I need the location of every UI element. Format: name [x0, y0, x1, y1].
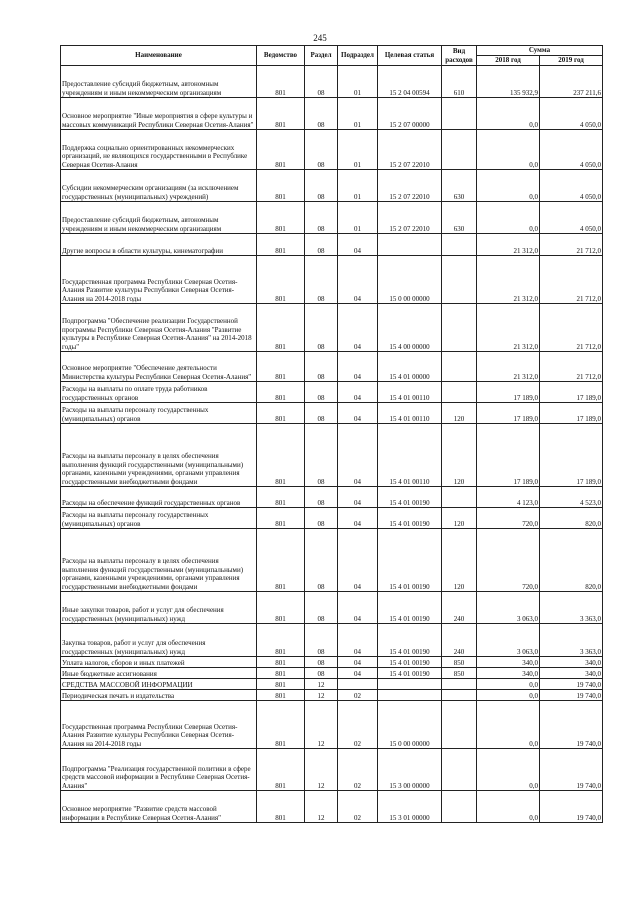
- row-section: 08: [305, 529, 338, 592]
- row-dept: 801: [257, 668, 305, 679]
- row-section: 08: [305, 352, 338, 382]
- row-section: 12: [305, 791, 338, 823]
- row-subsection: 04: [338, 508, 378, 529]
- row-sum-2019: 237 211,6: [540, 66, 603, 98]
- row-section: 08: [305, 304, 338, 352]
- row-name: Другие вопросы в области культуры, кинематографии: [61, 234, 257, 256]
- row-sum-2019: 340,0: [540, 668, 603, 679]
- row-section: 12: [305, 690, 338, 701]
- row-sum-2018: 0,0: [477, 791, 540, 823]
- row-sum-2018: 0,0: [477, 701, 540, 749]
- row-sum-2018: 17 189,0: [477, 403, 540, 424]
- row-sum-2018: 0,0: [477, 679, 540, 690]
- row-section: 08: [305, 624, 338, 657]
- row-name: Предоставление субсидий бюджетным, автономным учреждениям и иным некоммерческим организациям: [61, 202, 257, 234]
- row-article: 15 4 01 00000: [378, 352, 442, 382]
- row-dept: 801: [257, 382, 305, 403]
- row-expense-type: [442, 791, 477, 823]
- table-row: [61, 657, 603, 668]
- row-subsection: [338, 679, 378, 690]
- row-dept: 801: [257, 403, 305, 424]
- row-dept: 801: [257, 256, 305, 304]
- table-row: [61, 529, 603, 592]
- row-sum-2019: 4 050,0: [540, 130, 603, 170]
- row-name: Поддержка социально ориентированных некоммерческих организаций, не являющихся государственными в Республике Северная Осетия-Алания: [61, 130, 257, 170]
- row-article: [378, 679, 442, 690]
- row-name: Основное мероприятие "Развитие средств массовой информации в Республике Северная Осетия-Алания": [61, 791, 257, 823]
- header-year-2019: 2019 год: [540, 56, 603, 66]
- row-sum-2018: 0,0: [477, 130, 540, 170]
- row-expense-type: [442, 690, 477, 701]
- row-name: Государственная программа Республики Северная Осетия-Алания Развитие культуры Республики Северная Осетия-Алания на 2014-2018 годы: [61, 256, 257, 304]
- row-section: 08: [305, 202, 338, 234]
- table-row: [61, 679, 603, 690]
- row-section: 08: [305, 66, 338, 98]
- table-row: [61, 403, 603, 424]
- row-article: 15 4 01 00110: [378, 403, 442, 424]
- row-expense-type: 630: [442, 170, 477, 202]
- row-sum-2018: 0,0: [477, 98, 540, 130]
- row-expense-type: [442, 256, 477, 304]
- row-subsection: 02: [338, 701, 378, 749]
- row-subsection: 04: [338, 352, 378, 382]
- row-article: [378, 234, 442, 256]
- table-row: [61, 130, 603, 170]
- table-body: [61, 66, 603, 823]
- row-article: 15 4 01 00190: [378, 487, 442, 508]
- row-expense-type: [442, 382, 477, 403]
- row-subsection: 04: [338, 529, 378, 592]
- row-subsection: 02: [338, 791, 378, 823]
- row-article: 15 2 04 00594: [378, 66, 442, 98]
- row-expense-type: 240: [442, 624, 477, 657]
- row-sum-2018: 0,0: [477, 202, 540, 234]
- row-sum-2018: 0,0: [477, 690, 540, 701]
- row-sum-2018: 340,0: [477, 657, 540, 668]
- row-article: 15 2 07 22010: [378, 170, 442, 202]
- row-dept: 801: [257, 657, 305, 668]
- table-row: [61, 592, 603, 624]
- row-expense-type: 850: [442, 668, 477, 679]
- table-row: [61, 508, 603, 529]
- row-sum-2019: 4 050,0: [540, 98, 603, 130]
- row-sum-2018: 135 932,9: [477, 66, 540, 98]
- row-article: 15 4 00 00000: [378, 304, 442, 352]
- row-subsection: 04: [338, 668, 378, 679]
- row-article: 15 4 01 00190: [378, 529, 442, 592]
- table-row: [61, 668, 603, 679]
- row-dept: 801: [257, 98, 305, 130]
- row-name: Расходы на выплаты персоналу в целях обеспечения выполнения функций государственными (муниципальными) органами, казенными учреждениями, органами управления государственными внебюджетными фондами: [61, 424, 257, 487]
- row-subsection: 04: [338, 657, 378, 668]
- table-row: [61, 234, 603, 256]
- row-dept: 801: [257, 66, 305, 98]
- row-name: Подпрограмма "Реализация государственной политики в сфере средств массовой информации в Республике Северная Осетия-Алания": [61, 749, 257, 791]
- row-dept: 801: [257, 749, 305, 791]
- row-subsection: 01: [338, 98, 378, 130]
- row-section: 08: [305, 98, 338, 130]
- row-expense-type: [442, 352, 477, 382]
- row-dept: 801: [257, 130, 305, 170]
- row-sum-2019: 3 363,0: [540, 624, 603, 657]
- table-row: [61, 791, 603, 823]
- row-subsection: 01: [338, 170, 378, 202]
- row-sum-2018: 21 312,0: [477, 352, 540, 382]
- row-expense-type: [442, 234, 477, 256]
- row-expense-type: 630: [442, 202, 477, 234]
- header-year-2018: 2018 год: [477, 56, 540, 66]
- row-sum-2018: 17 189,0: [477, 382, 540, 403]
- row-dept: 801: [257, 592, 305, 624]
- row-section: 08: [305, 657, 338, 668]
- row-dept: 801: [257, 304, 305, 352]
- row-name: Основное мероприятие "Иные мероприятия в сфере культуры и массовых коммуникаций Республики Северная Осетия-Алания": [61, 98, 257, 130]
- header-sum: Сумма: [477, 46, 603, 56]
- row-article: 15 4 01 00190: [378, 668, 442, 679]
- table-row: [61, 424, 603, 487]
- row-section: 08: [305, 508, 338, 529]
- row-sum-2019: 21 712,0: [540, 304, 603, 352]
- row-article: 15 2 07 00000: [378, 98, 442, 130]
- row-section: 08: [305, 256, 338, 304]
- row-sum-2019: 19 740,0: [540, 679, 603, 690]
- row-sum-2018: 4 123,0: [477, 487, 540, 508]
- row-dept: 801: [257, 791, 305, 823]
- row-dept: 801: [257, 679, 305, 690]
- row-sum-2019: 17 189,0: [540, 403, 603, 424]
- row-section: 08: [305, 234, 338, 256]
- row-section: 08: [305, 487, 338, 508]
- row-article: 15 0 00 00000: [378, 701, 442, 749]
- row-subsection: 04: [338, 234, 378, 256]
- row-section: 12: [305, 749, 338, 791]
- row-expense-type: [442, 130, 477, 170]
- row-sum-2019: 19 740,0: [540, 791, 603, 823]
- row-name: Предоставление субсидий бюджетным, автономным учреждениям и иным некоммерческим организациям: [61, 66, 257, 98]
- row-article: 15 4 01 00110: [378, 382, 442, 403]
- row-sum-2018: 21 312,0: [477, 304, 540, 352]
- row-section: 12: [305, 701, 338, 749]
- row-article: 15 4 01 00190: [378, 624, 442, 657]
- row-name: Расходы на обеспечение функций государственных органов: [61, 487, 257, 508]
- row-dept: 801: [257, 352, 305, 382]
- row-sum-2019: 820,0: [540, 508, 603, 529]
- row-sum-2019: 19 740,0: [540, 749, 603, 791]
- row-sum-2019: 17 189,0: [540, 424, 603, 487]
- row-dept: 801: [257, 701, 305, 749]
- row-sum-2018: 0,0: [477, 749, 540, 791]
- row-dept: 801: [257, 624, 305, 657]
- row-expense-type: [442, 749, 477, 791]
- row-subsection: 04: [338, 382, 378, 403]
- row-article: [378, 690, 442, 701]
- row-section: 08: [305, 403, 338, 424]
- row-dept: 801: [257, 529, 305, 592]
- row-dept: 801: [257, 508, 305, 529]
- row-expense-type: 240: [442, 592, 477, 624]
- row-subsection: 02: [338, 690, 378, 701]
- row-name: Расходы на выплаты персоналу в целях обеспечения выполнения функций государственными (муниципальными) органами, казенными учреждениями, органами управления государственными внебюджетными фондами: [61, 529, 257, 592]
- row-expense-type: 120: [442, 403, 477, 424]
- row-sum-2019: 3 363,0: [540, 592, 603, 624]
- row-sum-2019: 21 712,0: [540, 352, 603, 382]
- row-section: 08: [305, 130, 338, 170]
- header-expense-type: Вид расходов: [442, 46, 477, 66]
- row-subsection: 04: [338, 487, 378, 508]
- row-sum-2019: 4 523,0: [540, 487, 603, 508]
- row-sum-2019: 4 050,0: [540, 170, 603, 202]
- table-row: [61, 487, 603, 508]
- budget-table: [60, 45, 603, 823]
- row-section: 08: [305, 424, 338, 487]
- row-article: 15 4 01 00190: [378, 592, 442, 624]
- header-name: Наименование: [61, 46, 257, 66]
- table-row: [61, 382, 603, 403]
- row-article: 15 0 00 00000: [378, 256, 442, 304]
- row-subsection: 04: [338, 256, 378, 304]
- row-dept: 801: [257, 202, 305, 234]
- row-name: Подпрограмма "Обеспечение реализации Государственной программы Республики Северная Осетия-Алания "Развитие культуры в Республике Северная Осетия-Алания" на 2014-2018 годы": [61, 304, 257, 352]
- row-section: 08: [305, 382, 338, 403]
- row-sum-2018: 3 063,0: [477, 624, 540, 657]
- row-subsection: 04: [338, 624, 378, 657]
- row-article: 15 4 01 00110: [378, 424, 442, 487]
- table-row: [61, 98, 603, 130]
- table-row: [61, 352, 603, 382]
- row-sum-2018: 17 189,0: [477, 424, 540, 487]
- row-dept: 801: [257, 690, 305, 701]
- row-sum-2018: 720,0: [477, 508, 540, 529]
- header-dept: Ведомство: [257, 46, 305, 66]
- header-section: Раздел: [305, 46, 338, 66]
- row-sum-2018: 340,0: [477, 668, 540, 679]
- row-dept: 801: [257, 424, 305, 487]
- header-subsection: Подраздел: [338, 46, 378, 66]
- row-sum-2019: 21 712,0: [540, 256, 603, 304]
- row-name: Расходы на выплаты персоналу государственных (муниципальных) органов: [61, 508, 257, 529]
- row-name: Основное мероприятие "Обеспечение деятельности Министерства культуры Республики Северная Осетия-Алания": [61, 352, 257, 382]
- row-name: Закупка товаров, работ и услуг для обеспечения государственных (муниципальных) нужд: [61, 624, 257, 657]
- row-expense-type: 120: [442, 424, 477, 487]
- row-sum-2018: 720,0: [477, 529, 540, 592]
- row-subsection: 04: [338, 424, 378, 487]
- row-sum-2019: 19 740,0: [540, 690, 603, 701]
- row-expense-type: 120: [442, 508, 477, 529]
- row-expense-type: [442, 701, 477, 749]
- row-sum-2019: 4 050,0: [540, 202, 603, 234]
- row-name: Периодическая печать и издательства: [61, 690, 257, 701]
- table-row: [61, 624, 603, 657]
- table-row: [61, 170, 603, 202]
- row-sum-2018: 0,0: [477, 170, 540, 202]
- row-article: 15 3 01 00000: [378, 791, 442, 823]
- row-sum-2018: 3 063,0: [477, 592, 540, 624]
- row-article: 15 4 01 00190: [378, 657, 442, 668]
- row-expense-type: 610: [442, 66, 477, 98]
- row-sum-2019: 820,0: [540, 529, 603, 592]
- row-expense-type: [442, 98, 477, 130]
- row-article: 15 3 00 00000: [378, 749, 442, 791]
- row-expense-type: [442, 304, 477, 352]
- table-row: [61, 304, 603, 352]
- row-section: 08: [305, 170, 338, 202]
- page-number: 245: [313, 33, 327, 43]
- row-subsection: 04: [338, 403, 378, 424]
- row-subsection: 04: [338, 592, 378, 624]
- row-sum-2019: 21 712,0: [540, 234, 603, 256]
- row-sum-2019: 19 740,0: [540, 701, 603, 749]
- header-article: Целевая статья: [378, 46, 442, 66]
- row-subsection: 01: [338, 130, 378, 170]
- table-row: [61, 202, 603, 234]
- row-article: 15 2 07 22010: [378, 130, 442, 170]
- row-dept: 801: [257, 170, 305, 202]
- table-row: [61, 690, 603, 701]
- table-row: [61, 256, 603, 304]
- row-subsection: 01: [338, 66, 378, 98]
- row-sum-2019: 340,0: [540, 657, 603, 668]
- row-name: Иные закупки товаров, работ и услуг для обеспечения государственных (муниципальных) нужд: [61, 592, 257, 624]
- row-expense-type: 850: [442, 657, 477, 668]
- row-expense-type: [442, 487, 477, 508]
- table-row: [61, 749, 603, 791]
- row-expense-type: 120: [442, 529, 477, 592]
- row-dept: 801: [257, 234, 305, 256]
- row-subsection: 04: [338, 304, 378, 352]
- row-name: Расходы на выплаты персоналу государственных (муниципальных) органов: [61, 403, 257, 424]
- row-expense-type: [442, 679, 477, 690]
- row-name: СРЕДСТВА МАССОВОЙ ИНФОРМАЦИИ: [61, 679, 257, 690]
- row-subsection: 02: [338, 749, 378, 791]
- row-name: Субсидии некоммерческим организациям (за исключением государственных (муниципальных) учреждений): [61, 170, 257, 202]
- row-name: Государственная программа Республики Северная Осетия-Алания Развитие культуры Республики Северная Осетия-Алания на 2014-2018 годы: [61, 701, 257, 749]
- row-sum-2018: 21 312,0: [477, 256, 540, 304]
- row-name: Иные бюджетные ассигнования: [61, 668, 257, 679]
- row-article: 15 4 01 00190: [378, 508, 442, 529]
- row-sum-2018: 21 312,0: [477, 234, 540, 256]
- row-name: Расходы на выплаты по оплате труда работников государственных органов: [61, 382, 257, 403]
- row-article: 15 2 07 22010: [378, 202, 442, 234]
- table-row: [61, 66, 603, 98]
- row-section: 08: [305, 668, 338, 679]
- row-name: Уплата налогов, сборов и иных платежей: [61, 657, 257, 668]
- table-row: [61, 701, 603, 749]
- row-section: 12: [305, 679, 338, 690]
- row-subsection: 01: [338, 202, 378, 234]
- row-section: 08: [305, 592, 338, 624]
- row-dept: 801: [257, 487, 305, 508]
- row-sum-2019: 17 189,0: [540, 382, 603, 403]
